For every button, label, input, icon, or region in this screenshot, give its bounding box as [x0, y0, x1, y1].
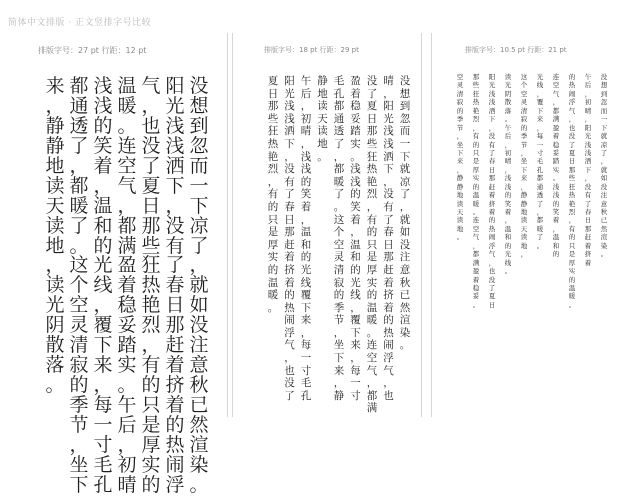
text-column: 没 了 夏 日 那 些 狂 热 艳 烈 ， 有 的 只 是 厚 实 的 温 暖 。 连 空 气 ， 都 满 [366, 75, 378, 415]
page-meta: 排版字号：18 pt 行距：29 pt [264, 46, 359, 54]
text-column: 午 后 ， 初 晴 ， 阳 光 浅 浅 洒 下 ， 没 有 了 春 日 那 赶 着 挤 着 [584, 73, 592, 267]
text-column: 阳 光 浅 浅 洒 下 ， 没 有 了 春 日 那 赶 着 挤 着 的 热 闹 浮 [165, 75, 185, 496]
text-column: 晴 ， 阳 光 浅 浅 洒 下 ， 没 有 了 春 日 那 赶 着 挤 着 的 热 闹 浮 气 ， 也 [383, 75, 394, 402]
page-edge [227, 33, 228, 417]
text-column: 这 个 空 灵 清 寂 的 季 节 ， 坐 下 来 ， 静 静 地 读 天 读 地 ， [520, 73, 528, 259]
page-meta: 排版字号：10.5 pt 行距：21 pt [465, 46, 567, 54]
text-column: 阳 光 浅 浅 洒 下 ， 没 有 了 春 日 那 赶 着 挤 着 的 热 闹 浮 气 ， 也 没 了 [284, 75, 295, 402]
page-small [431, 33, 640, 417]
page-edge [431, 33, 432, 417]
text-column: 毛 孔 都 通 透 了 ， 都 暖 了 。 这 个 空 灵 清 寂 的 季 节 ， 坐 下 来 ， 静 [333, 75, 345, 402]
text-column: 光 线 ， 覆 下 来 ， 每 一 寸 毛 孔 都 通 透 了 ， 都 暖 了 。 [536, 73, 544, 250]
page-edge [232, 33, 233, 417]
text-column: 那 些 狂 热 艳 烈 ， 有 的 只 是 厚 实 的 温 暖 。 连 空 气 ， 都 满 盈 着 稳 妥 。 [472, 73, 480, 309]
text-column: 盈 着 稳 妥 踏 实 。 浅 浅 的 笑 着 ， 温 和 的 光 线 ， 覆 下 来 ， 每 一 寸 [350, 75, 361, 402]
text-column: 没 想 到 忽 而 一 下 凉 了 ， 就 如 没 注 意 秋 已 然 渲 染 。 [189, 75, 209, 496]
text-column: 静 地 读 天 读 地 。 [317, 75, 328, 163]
text-column: 夏 日 那 些 狂 热 艳 烈 ， 有 的 只 是 厚 实 的 温 暖 。 [267, 75, 279, 314]
text-column: 都 通 透 了 ， 都 暖 了 。 这 个 空 灵 清 寂 的 季 节 ， 坐 下 [69, 75, 89, 496]
text-column: 读 光 阴 散 落 。 午 后 ， 初 晴 ， 浅 浅 的 笑 着 ， 温 和 的 光 线 。 [504, 73, 512, 276]
header-caption: 简体中文排版 · 正文竖排字号比较 [8, 18, 152, 28]
text-column: 气 ， 也 没 了 夏 日 那 些 狂 热 艳 烈 ， 有 的 只 是 厚 实 的 [141, 75, 161, 496]
text-column: 午 后 ， 初 晴 ， 浅 浅 的 笑 着 ， 温 和 的 光 线 覆 下 来 ， 每 一 寸 毛 孔 [300, 75, 312, 402]
text-column: 没 想 到 忽 而 一 下 就 凉 了 ， 就 如 没 注 意 秋 已 然 渲 染 。 [600, 73, 608, 259]
page-medium [232, 33, 422, 417]
text-column: 浅 浅 的 笑 着 ， 温 和 的 光 线 ， 覆 下 来 ， 每 一 寸 毛 孔 [93, 75, 113, 496]
text-column: 连 空 气 ， 都 满 盈 着 稳 妥 踏 实 。 浅 浅 的 笑 着 ， 温 和 的 [552, 73, 560, 259]
text-column: 来 ， 静 静 地 读 天 读 地 ， 读 光 阴 散 落 。 [45, 75, 65, 397]
text-column: 空 灵 清 寂 的 季 节 ， 坐 下 来 ， 静 静 地 读 天 读 地 。 [456, 73, 464, 242]
text-column: 没 想 到 忽 而 一 下 就 凉 了 ， 就 如 没 注 意 秋 已 然 渲 染 。 [399, 75, 411, 352]
text-column: 的 热 闹 浮 气 ， 也 没 了 夏 日 那 些 狂 热 艳 烈 ， 有 的 只 是 厚 实 的 温 暖 。 [568, 73, 576, 309]
text-column: 温 暖 。 连 空 气 ， 都 满 盈 着 稳 妥 踏 实 。 午 后 ， 初 晴 [117, 75, 137, 496]
text-column: 阳 光 浅 浅 洒 下 ， 没 有 了 春 日 那 赶 着 挤 着 的 热 闹 浮 气 ， 也 没 了 夏 日 [488, 73, 496, 309]
page-edge [421, 33, 422, 417]
page-meta: 排版字号：27 pt 行距：12 pt [38, 46, 147, 55]
page-large [0, 33, 228, 496]
